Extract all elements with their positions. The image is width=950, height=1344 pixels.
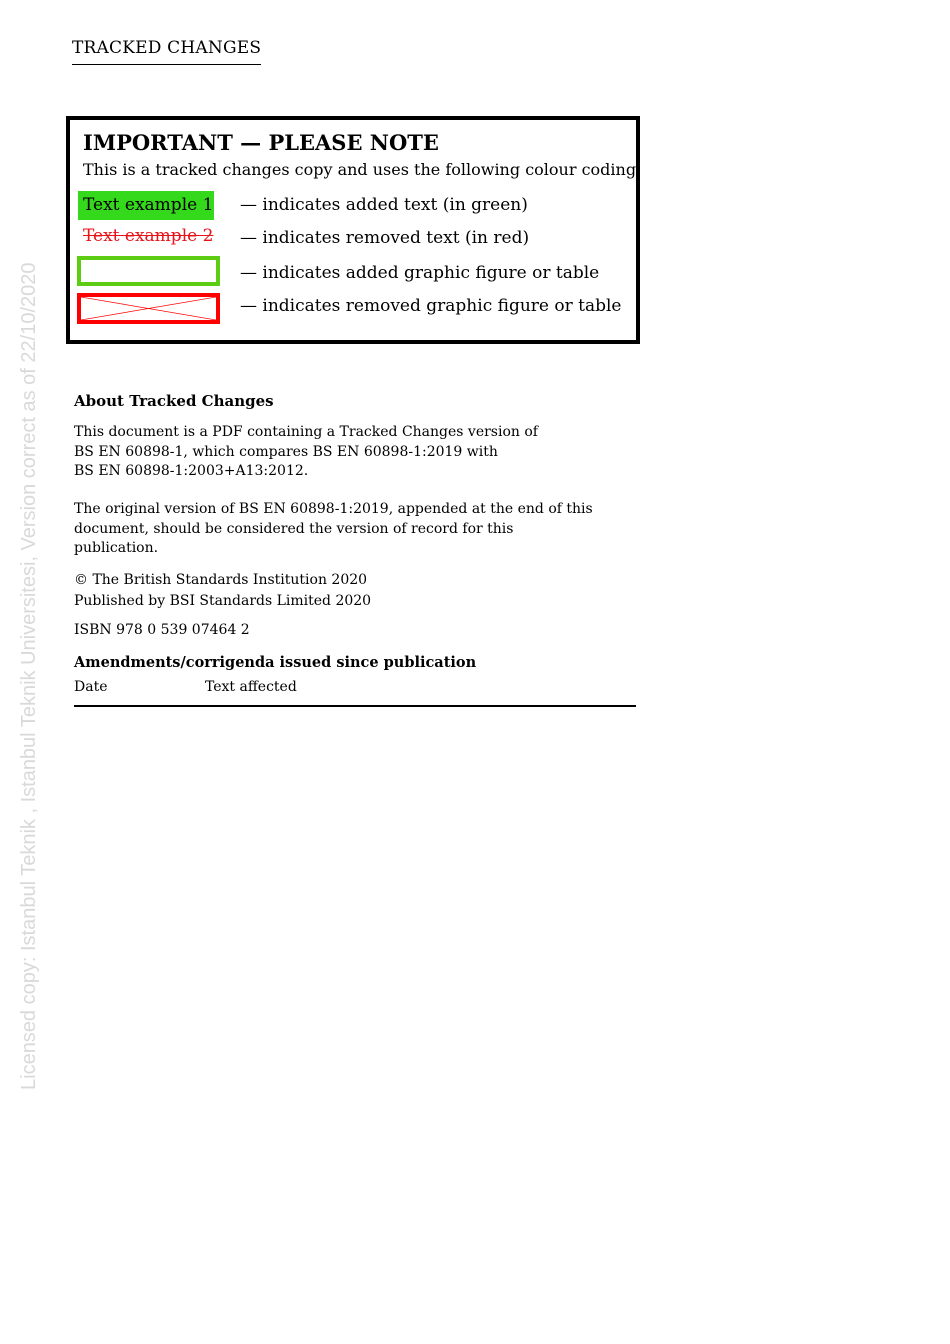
cross-out-icon	[81, 297, 216, 320]
added-figure-sample	[77, 256, 220, 286]
paragraph-line: BS EN 60898-1, which compares BS EN 60898-1:2019 with	[74, 443, 498, 460]
added-figure-legend: — indicates added graphic figure or table	[240, 263, 600, 283]
publisher-line: Published by BSI Standards Limited 2020	[74, 593, 372, 609]
about-heading: About Tracked Changes	[74, 392, 274, 410]
paragraph-line: BS EN 60898-1:2003+A13:2012.	[74, 463, 309, 479]
license-watermark: Licensed copy: Istanbul Teknik , Istanbul Teknik Universitesi, Version correct as of 22/10/2020	[18, 262, 40, 1090]
removed-figure-sample	[77, 293, 220, 324]
note-title: IMPORTANT — PLEASE NOTE	[83, 130, 439, 155]
added-text-legend: — indicates added text (in green)	[240, 195, 528, 215]
about-paragraph-1	[74, 423, 538, 482]
paragraph-line: document, should be considered the version of record for this	[74, 520, 514, 537]
paragraph-line: publication.	[74, 540, 159, 556]
column-header-date: Date	[74, 679, 108, 695]
column-header-text-affected: Text affected	[205, 679, 297, 695]
amendments-heading: Amendments/corrigenda issued since publication	[74, 654, 477, 671]
amendments-table-header	[74, 679, 636, 707]
copyright-block	[74, 570, 371, 612]
isbn: ISBN 978 0 539 07464 2	[74, 622, 250, 638]
removed-text-legend: — indicates removed text (in red)	[240, 228, 530, 248]
paragraph-line: The original version of BS EN 60898-1:2019, appended at the end of this	[74, 501, 593, 517]
removed-text-sample: Text example 2	[83, 226, 214, 246]
about-paragraph-2	[74, 500, 593, 559]
page-header-title: TRACKED CHANGES	[72, 38, 261, 65]
added-text-sample: Text example 1	[78, 191, 214, 220]
note-intro: This is a tracked changes copy and uses the following colour coding:	[83, 160, 642, 179]
removed-figure-legend: — indicates removed graphic figure or table	[240, 296, 622, 316]
important-note-box	[66, 116, 640, 344]
paragraph-line: This document is a PDF containing a Tracked Changes version of	[74, 424, 538, 440]
copyright-line: © The British Standards Institution 2020	[74, 572, 368, 588]
